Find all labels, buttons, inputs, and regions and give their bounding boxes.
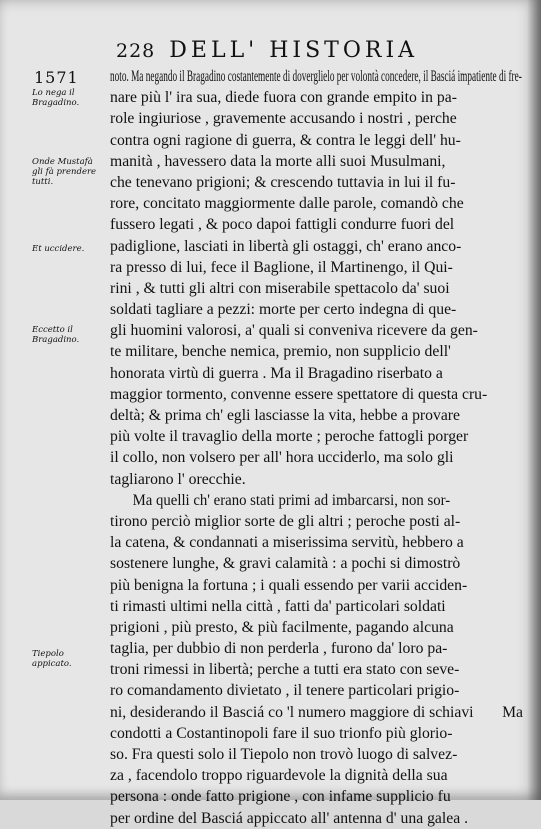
- text-line: ti rimasti ultimi nella città , fatti da' particolari soldati: [110, 597, 446, 615]
- page-header: [116, 38, 476, 68]
- text-line: più benigna la fortuna ; i quali essendo per varii acciden-: [110, 576, 468, 594]
- text-line: Ma quelli ch' erano stati primi ad imbarcarsi, non sor-: [132, 491, 451, 509]
- catchword: Ma: [502, 704, 523, 721]
- text-line: te militare, benche nemica, premio, non supplicio dell': [110, 343, 451, 361]
- text-line: per ordine del Basciá appiccato all' antenna d' una galea .: [110, 809, 469, 827]
- page-number: 228: [116, 40, 156, 62]
- text-line: noto. Ma negando il Bragadino costantemente di doverglielo per volontà concedere, il Basciá impatiente di fre-: [110, 68, 522, 85]
- text-line: prigioni , più presto, & più facilmente, pagando alcuna: [110, 618, 454, 636]
- text-line: che tenevano prigioni; & crescendo tuttavia in lui il fu-: [110, 173, 456, 191]
- text-line: taglia, per dubbio di non perderla , furono da' loro pa-: [110, 640, 448, 658]
- page-edge-shadow: [527, 0, 541, 800]
- text-line: la catena, & condannati a miserissima servitù, hebbero a: [110, 534, 464, 552]
- text-line: ro comandamento divietato , il tenere particolari prigio-: [110, 682, 460, 700]
- text-line: soldati tagliare a pezzi: morte per certo indegna di que-: [110, 301, 457, 319]
- text-line: tagliarono l' orecchie.: [110, 470, 246, 488]
- text-line: persona : onde fatto prigione , con infame supplicio fu: [110, 788, 451, 806]
- margin-note-3: Et uccidere.: [32, 244, 85, 254]
- body-text: [110, 66, 522, 829]
- text-line: condotti a Costantinopoli fare il suo trionfo più glorio-: [110, 724, 453, 742]
- running-title: DELL' HISTORIA: [169, 38, 419, 63]
- text-line: troni rimessi in libertà; perche a tutti era stato con seve-: [110, 661, 460, 679]
- margin-note-2: Onde Mustafà gli fà prendere tutti.: [32, 157, 97, 187]
- text-line: gli huomini valorosi, a' quali si conveniva ricevere da gen-: [110, 322, 478, 340]
- text-line: padiglione, lasciati in libertà gli ostaggi, ch' erano anco-: [110, 237, 462, 255]
- text-line: za , facendolo troppo riguardevole la dignità della sua: [110, 767, 448, 785]
- text-line: nare più l' ira sua, diede fuora con grande empito in pa-: [110, 89, 457, 107]
- text-line: sostenere lunghe, & gravi calamità : a pochi si dimostrò: [110, 555, 461, 573]
- text-line: manità , havessero data la morte alli suoi Musulmani,: [110, 152, 446, 170]
- text-line: maggior tormento, convenne essere spettatore di questa cru-: [110, 385, 488, 403]
- text-line: ra presso di lui, fece il Baglione, il Martinengo, il Qui-: [110, 258, 453, 276]
- margin-note-1: Lo nega il Bragadino.: [32, 88, 80, 108]
- text-line: honorata virtù di guerra . Ma il Bragadino riserbato a: [110, 364, 443, 382]
- margin-note-4: Eccetto il Bragadino.: [32, 325, 80, 345]
- text-line: role ingiuriose , gravemente accusando i nostri , perche: [110, 110, 457, 128]
- text-line: più volte il travaglio della morte ; peroche fattogli porger: [110, 428, 469, 446]
- text-line: tirono perciò miglior sorte de gli altri ; peroche posti al-: [110, 512, 461, 530]
- text-line: rini , & tutti gli altri con miserabile spettacolo da' suoi: [110, 279, 450, 297]
- text-line: fussero legati , & poco dapoi fattigli condurre fuori del: [110, 216, 455, 234]
- text-line: deltà; & prima ch' egli lasciasse la vita, hebbe a provare: [110, 407, 460, 424]
- text-line: so. Fra questi solo il Tiepolo non trovò luogo di salvez-: [110, 746, 458, 763]
- text-line: contra ogni ragione di guerra, & contra le leggi dell' hu-: [110, 131, 461, 149]
- text-line: ni, desiderando il Basciá co 'l numero maggiore di schiavi: [110, 703, 474, 721]
- margin-year: 1571: [34, 68, 79, 87]
- text-line: il collo, non volsero per all' hora ucciderlo, ma solo gli: [110, 449, 454, 467]
- margin-note-5: Tiepolo appicato.: [32, 649, 72, 669]
- text-line: rore, concitato maggiormente dalle parole, comandò che: [110, 195, 464, 213]
